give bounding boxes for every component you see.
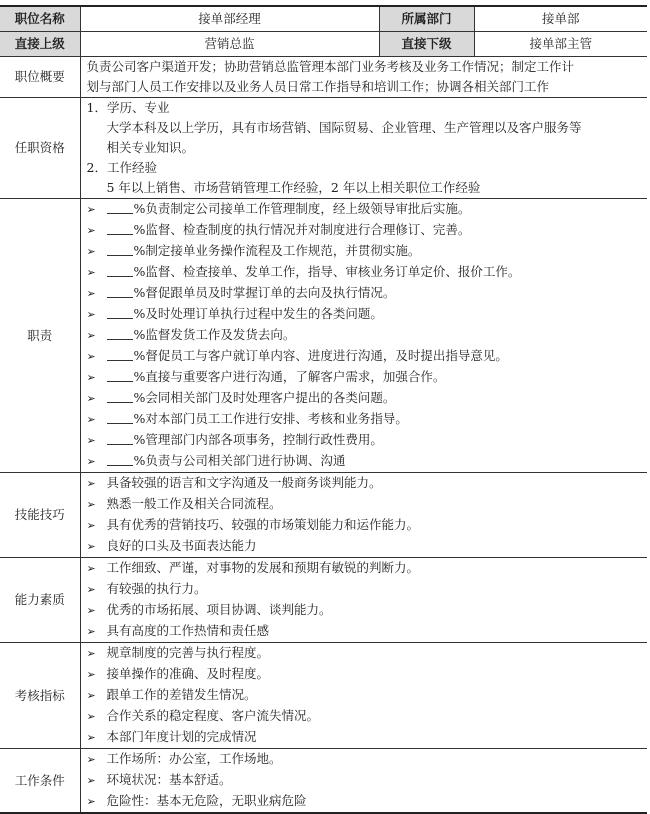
skill-item: ➢ 熟悉一般工作及相关合同流程。 <box>87 494 642 515</box>
kpi-item: ➢ 本部门年度计划的完成情况 <box>87 727 642 748</box>
duty-item: ➢ %对本部门员工工作进行安排、考核和业务指导。 <box>87 409 642 430</box>
blank-percent-field <box>107 201 133 214</box>
department-value: 接单部 <box>474 6 647 32</box>
condition-item: ➢ 危险性：基本无危险，无职业病危险 <box>87 791 642 812</box>
duty-item: ➢ %负责制定公司接单工作管理制度，经上级领导审批后实施。 <box>87 199 642 220</box>
qualification-line: 相关专业知识。 <box>106 140 195 155</box>
duty-item: ➢ %督促跟单员及时掌握订单的去向及执行情况。 <box>87 283 642 304</box>
conditions-row <box>0 749 647 814</box>
abilities-label: 能力素质 <box>0 558 80 643</box>
blank-percent-field <box>107 369 133 382</box>
abilities-row <box>0 558 647 643</box>
ability-item: ➢ 有较强的执行力。 <box>87 579 642 600</box>
qualifications-row <box>0 98 647 199</box>
duty-item: ➢ %及时处理订单执行过程中发生的各类问题。 <box>87 304 642 325</box>
overview-label: 职位概要 <box>0 57 80 98</box>
blank-percent-field <box>107 432 133 445</box>
duties-content <box>80 199 647 473</box>
ability-item: ➢ 工作细致、严谨，对事物的发展和预期有敏锐的判断力。 <box>87 558 642 579</box>
kpi-item: ➢ 合作关系的稳定程度、客户流失情况。 <box>87 706 642 727</box>
position-name-value: 接单部经理 <box>80 6 379 32</box>
duty-item: ➢ %监督、检查接单、发单工作，指导、审核业务订单定价、报价工作。 <box>87 262 642 283</box>
department-label: 所属部门 <box>379 6 474 32</box>
blank-percent-field <box>107 390 133 403</box>
ability-item: ➢ 优秀的市场拓展、项目协调、谈判能力。 <box>87 600 642 621</box>
position-name-label: 职位名称 <box>0 6 80 32</box>
duties-row <box>0 199 647 473</box>
blank-percent-field <box>107 285 133 298</box>
ability-item: ➢ 具有高度的工作热情和责任感 <box>87 621 642 642</box>
skills-content <box>80 473 647 558</box>
duty-item: ➢ %管理部门内部各项事务，控制行政性费用。 <box>87 430 642 451</box>
blank-percent-field <box>107 264 133 277</box>
skills-label: 技能技巧 <box>0 473 80 558</box>
qualification-title: 1．学历、专业 <box>86 100 170 115</box>
superior-label: 直接上级 <box>0 32 80 57</box>
duty-item: ➢ %会同相关部门及时处理客户提出的各类问题。 <box>87 388 642 409</box>
header-row-2 <box>0 32 647 57</box>
qualification-line: 大学本科及以上学历，具有市场营销、国际贸易、企业管理、生产管理以及客户服务等 <box>106 120 582 135</box>
skill-item: ➢ 具有优秀的营销技巧、较强的市场策划能力和运作能力。 <box>87 515 642 536</box>
duty-item: ➢ %直接与重要客户进行沟通，了解客户需求，加强合作。 <box>87 367 642 388</box>
qualification-title: 2．工作经验 <box>86 160 157 175</box>
blank-percent-field <box>107 306 133 319</box>
duty-item: ➢ %监督、检查制度的执行情况并对制度进行合理修订、完善。 <box>87 220 642 241</box>
overview-line: 划与部门人员工作安排以及业务人员日常工作指导和培训工作；协调各相关部门工作 <box>86 79 550 94</box>
conditions-label: 工作条件 <box>0 749 80 814</box>
skills-row <box>0 473 647 558</box>
duty-item: ➢ %监督发货工作及发货去向。 <box>87 325 642 346</box>
kpi-row <box>0 643 647 749</box>
kpi-label: 考核指标 <box>0 643 80 749</box>
duty-item: ➢ %负责与公司相关部门进行协调、沟通 <box>87 451 642 472</box>
skill-item: ➢ 具备较强的语言和文字沟通及一般商务谈判能力。 <box>87 473 642 494</box>
overview-line: 负责公司客户渠道开发；协助营销总监管理本部门业务考核及业务工作情况；制定工作计 <box>86 59 575 74</box>
duty-item: ➢ %制定接单业务操作流程及工作规范，并贯彻实施。 <box>87 241 642 262</box>
subordinate-label: 直接下级 <box>379 32 474 57</box>
abilities-content <box>80 558 647 643</box>
duties-label: 职责 <box>0 199 80 473</box>
blank-percent-field <box>107 327 133 340</box>
blank-percent-field <box>107 243 133 256</box>
header-row-1 <box>0 6 647 32</box>
overview-content <box>80 57 647 98</box>
job-description-table <box>0 5 647 814</box>
condition-item: ➢ 环境状况：基本舒适。 <box>87 770 642 791</box>
qualifications-label: 任职资格 <box>0 98 80 199</box>
overview-row <box>0 57 647 98</box>
kpi-content <box>80 643 647 749</box>
subordinate-value: 接单部主管 <box>474 32 647 57</box>
superior-value: 营销总监 <box>80 32 379 57</box>
duty-item: ➢ %督促员工与客户就订单内容、进度进行沟通，及时提出指导意见。 <box>87 346 642 367</box>
blank-percent-field <box>107 411 133 424</box>
conditions-content <box>80 749 647 814</box>
skill-item: ➢ 良好的口头及书面表达能力 <box>87 536 642 557</box>
kpi-item: ➢ 接单操作的准确、及时程度。 <box>87 664 642 685</box>
qualifications-content <box>80 98 647 199</box>
condition-item: ➢ 工作场所：办公室，工作场地。 <box>87 749 642 770</box>
blank-percent-field <box>107 222 133 235</box>
blank-percent-field <box>107 348 133 361</box>
kpi-item: ➢ 规章制度的完善与执行程度。 <box>87 643 642 664</box>
blank-percent-field <box>107 453 133 466</box>
qualification-line: 5 年以上销售、市场营销管理工作经验，2 年以上相关职位工作经验 <box>106 180 481 195</box>
kpi-item: ➢ 跟单工作的差错发生情况。 <box>87 685 642 706</box>
